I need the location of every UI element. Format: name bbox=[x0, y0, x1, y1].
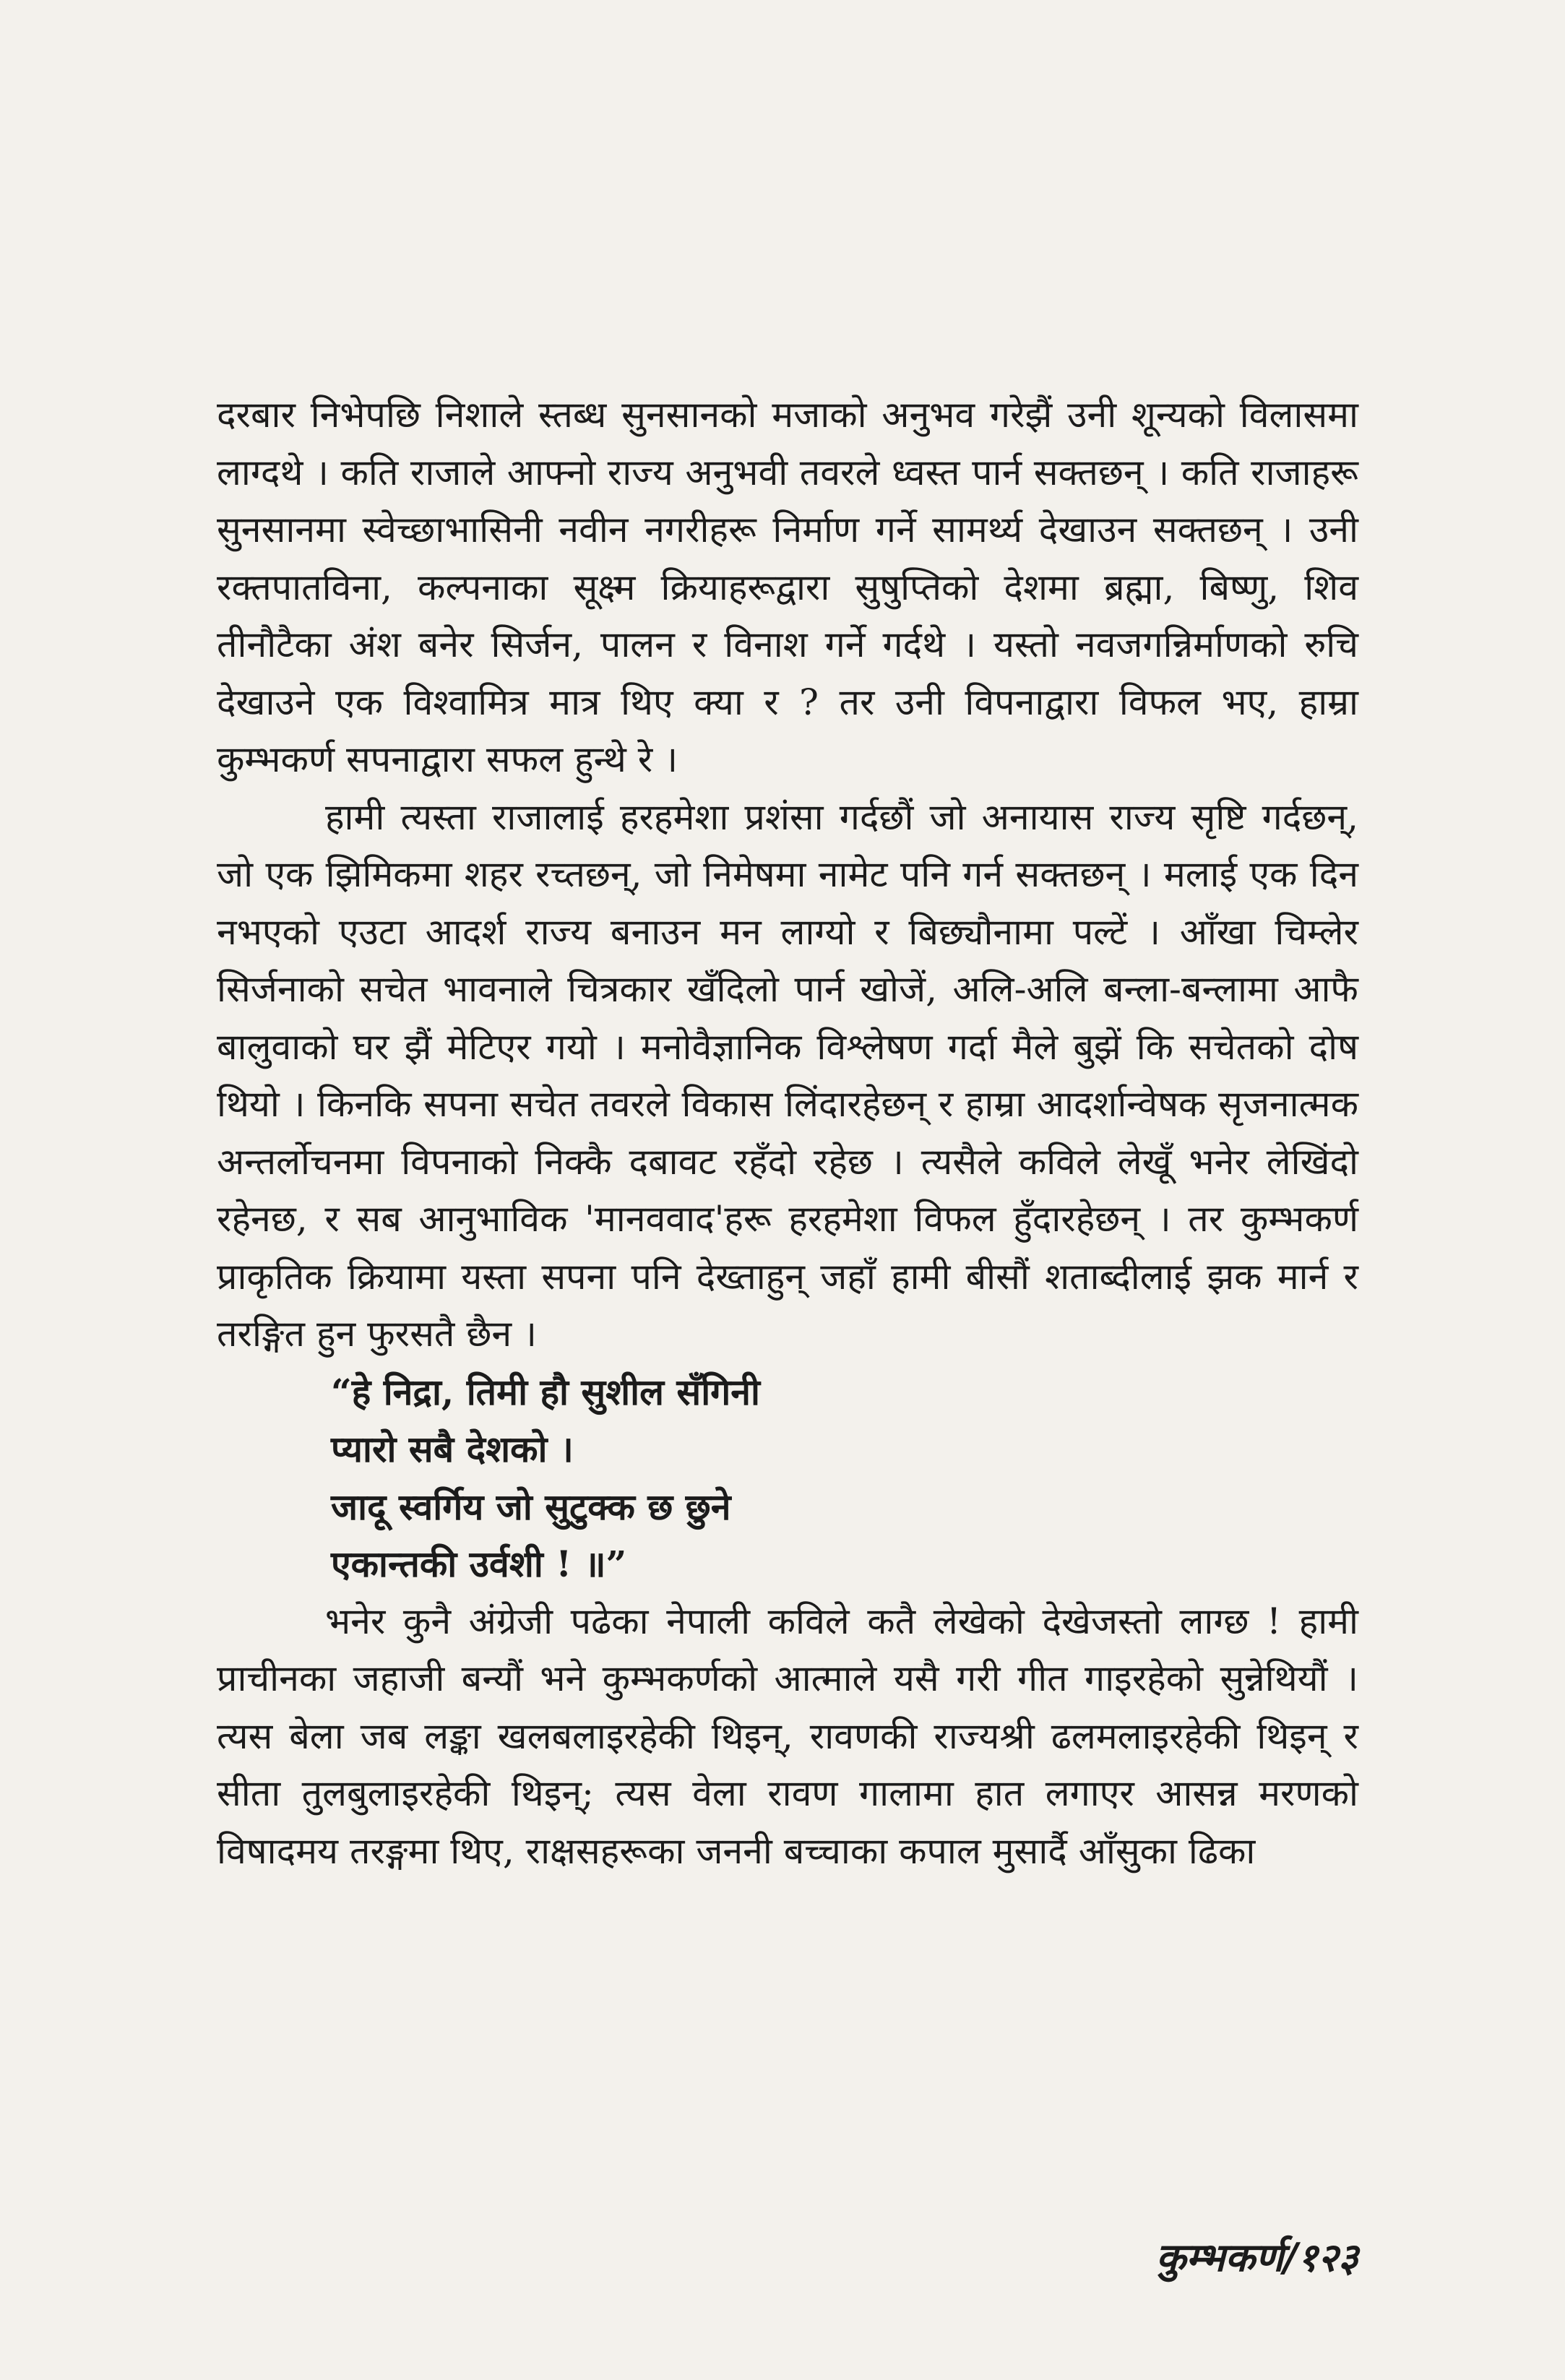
poem-line: जादू स्वर्गिय जो सुटुक्क छ छुने bbox=[331, 1485, 731, 1528]
paragraph: दरबार निभेपछि निशाले स्तब्ध सुनसानको मजाको अनुभव गरेझैं उनी शून्यको विलासमा लाग्दथे । कति राजाले आफ्नो राज्य अनुभवी तवरले ध्वस्त पार्न सक्तछन् । कति राजाहरू सुनसानमा स्वेच्छाभासिनी नवीन नगरीहरू निर्माण गर्ने सामर्थ्य देखाउन सक्तछन् । उनी रक्तपातविना, कल्पनाका सूक्ष्म क्रियाहरूद्वारा सुषुप्तिको देशमा ब्रह्मा, बिष्णु, शिव तीनौटैका अंश बनेर सिर्जन, पालन र विनाश गर्ने गर्दथे । यस्तो नवजगन्निर्माणको रुचि देखाउने एक विश्वामित्र मात्र थिए क्या र ? तर उनी विपनाद्वारा विफल भए, हाम्रा कुम्भकर्ण सपनाद्वारा सफल हुन्थे रे । bbox=[217, 394, 1358, 780]
body-text bbox=[217, 387, 1358, 1880]
poem-line: प्यारो सबै देशको । bbox=[331, 1428, 574, 1470]
poem-line: एकान्तकी उर्वशी ! ॥” bbox=[331, 1543, 627, 1585]
paragraph: हामी त्यस्ता राजालाई हरहमेशा प्रशंसा गर्दछौं जो अनायास राज्य सृष्टि गर्दछन्, जो एक झिमिकमा शहर रच्तछन्, जो निमेषमा नामेट पनि गर्न सक्तछन् । मलाई एक दिन नभएको एउटा आदर्श राज्य बनाउन मन लाग्यो र बिछ्यौनामा पल्टें । आँखा चिम्लेर सिर्जनाको सचेत भावनाले चित्रकार खँदिलो पार्न खोजें, अलि-अलि बन्ला-बन्लामा आफै बालुवाको घर झैं मेटिएर गयो । मनोवैज्ञानिक विश्लेषण गर्दा मैले बुझें कि सचेतको दोष थियो । किनकि सपना सचेत तवरले विकास लिंदारहेछन् र हाम्रा आदर्शान्वेषक सृजनात्मक अन्तर्लोचनमा विपनाको निक्कै दबावट रहँदो रहेछ । त्यसैले कविले लेखूँ भनेर लेखिंदो रहेनछ, र सब आनुभाविक 'मानववाद'हरू हरहमेशा विफल हुँदारहेछन् । तर कुम्भकर्ण प्राकृतिक क्रियामा यस्ता सपना पनि देख्ताहुन् जहाँ हामी बीसौं शताब्दीलाई झक मार्न र तरङ्गित हुन फुरसतै छैन । bbox=[217, 796, 1358, 1355]
running-footer: कुम्भकर्ण/१२३ bbox=[1155, 2234, 1358, 2280]
poem-quote bbox=[331, 1363, 1358, 1593]
paragraph: भनेर कुनै अंग्रेजी पढेका नेपाली कविले कतै लेखेको देखेजस्तो लाग्छ ! हामी प्राचीनका जहाजी बन्यौं भने कुम्भकर्णको आत्माले यसै गरी गीत गाइरहेको सुन्नेथियौं । त्यस बेला जब लङ्का खलबलाइरहेकी थिइन्, रावणकी राज्यश्री ढलमलाइरहेकी थिइन् र सीता तुलबुलाइरहेकी थिइन्; त्यस वेला रावण गालामा हात लगाएर आसन्न मरणको विषादमय तरङ्गमा थिए, राक्षसहरूका जननी बच्चाका कपाल मुसार्दै आँसुका ढिका bbox=[217, 1600, 1358, 1872]
poem-line: “हे निद्रा, तिमी हौ सुशील सँगिनी bbox=[331, 1370, 761, 1413]
